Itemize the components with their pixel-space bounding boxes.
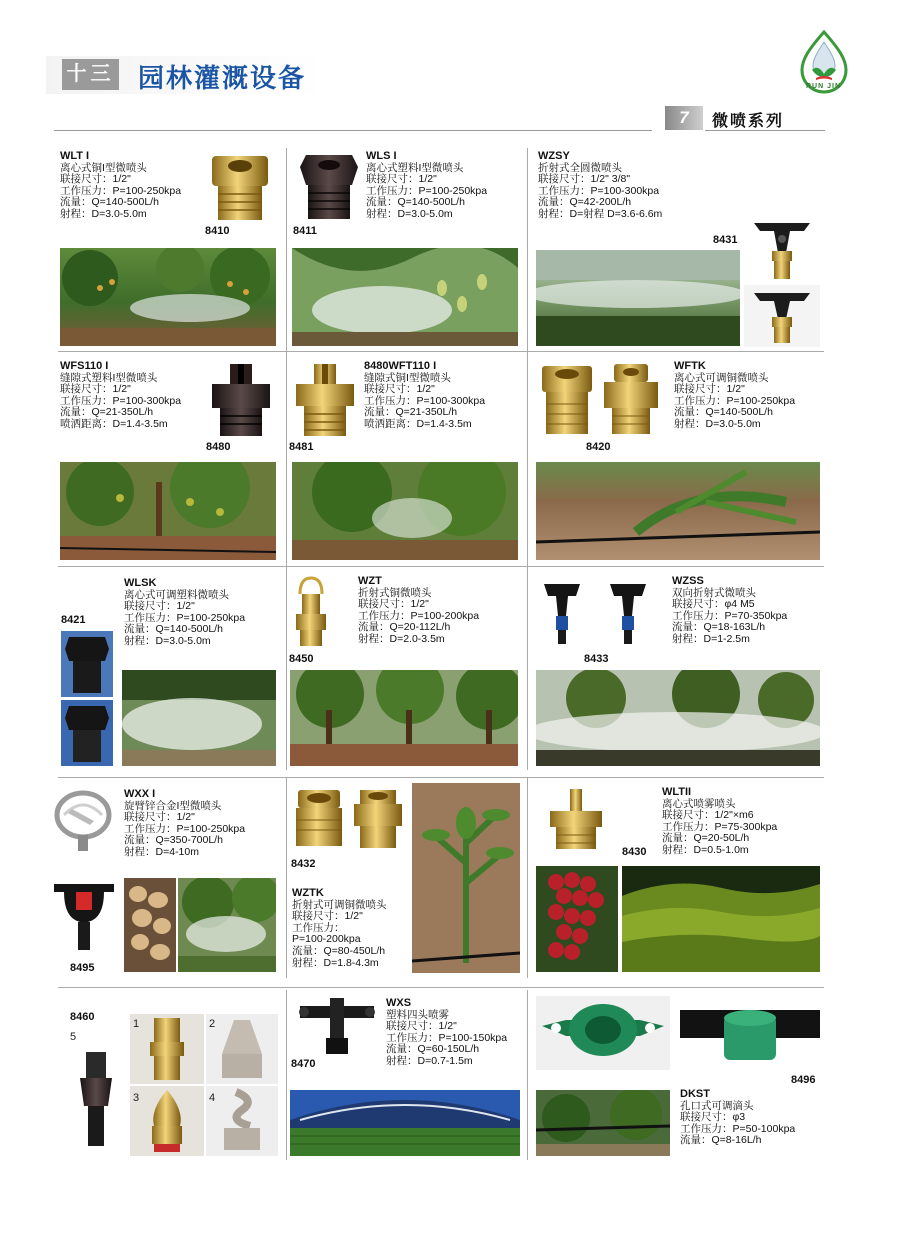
- product-photo-slot-nozzle-plastic: [206, 362, 276, 438]
- chapter-title: 园林灌溉设备: [138, 63, 307, 93]
- product-spec-wxx1: WXX I 旋臂锌合金I型微喷头 联接尺寸：1/2" 工作压力：P=100-250kpa 流量：Q=350-700L/h 射程：D=4-10m: [124, 788, 246, 858]
- field-photo-leaf-mist: [292, 462, 518, 560]
- product-photo-mist-brass: [538, 787, 614, 853]
- product-spec-wzt: WZT 折射式铜微喷头 联接尺寸：1/2" 工作压力：P=100-200kpa 流量：Q=20-112L/h 射程：D=2.0-3.5m: [358, 575, 480, 645]
- field-photo-greenhouse: [290, 1090, 520, 1156]
- chapter-number: 十三: [62, 59, 119, 90]
- product-photo-variant-4: [206, 1086, 278, 1156]
- product-spec-wlsk: WLSK 离心式可调塑料微喷头 联接尺寸：1/2" 工作压力：P=100-250kpa 流量：Q=140-500L/h 射程：D=3.0-5.0m: [124, 577, 246, 647]
- product-code: 8480: [206, 441, 231, 453]
- product-spec-8480wft110: 8480WFT110 I 缝隙式铜I型微喷头 联接尺寸：1/2" 工作压力：P=100-300kpa 流量：Q=21-350L/h 喷洒距离：D=1.4-3.5m: [364, 360, 486, 430]
- section-title: 微喷系列: [712, 113, 785, 130]
- product-code: 8450: [289, 653, 314, 665]
- header-rule: [54, 130, 652, 131]
- product-photo-variant-2: [206, 1014, 278, 1084]
- field-photo-hedge: [622, 866, 820, 972]
- product-photo-four-head-mist: [296, 996, 378, 1056]
- product-code: 8496: [791, 1074, 816, 1086]
- product-code: 8411: [293, 225, 317, 237]
- variant-number: 5: [70, 1031, 77, 1043]
- field-photo-grapes: [536, 866, 618, 972]
- product-spec-dkst: DKST 孔口式可调滴头 联接尺寸：φ3 工作压力：P=50-100kpa 流量：Q=8-16L/h: [680, 1088, 796, 1147]
- variant-number: 1: [133, 1018, 140, 1030]
- variant-number: 4: [209, 1092, 216, 1104]
- product-spec-wztk: WZTK 折射式可调铜微喷头 联接尺寸：1/2" 工作压力： P=100-200kpa 流量：Q=80-450L/h 射程：D=1.8-4.3m: [292, 887, 387, 969]
- product-spec-wftk: WFTK 离心式可调铜微喷头 联接尺寸：1/2" 工作压力：P=100-250kpa 流量：Q=140-500L/h 射程：D=3.0-5.0m: [674, 360, 796, 430]
- section-number: 7: [665, 106, 703, 130]
- field-photo-sapling-drip: [412, 783, 520, 973]
- product-photo-slot-nozzle-brass: [292, 362, 358, 438]
- product-photo-adjustable-plastic: [61, 631, 113, 697]
- product-spec-wls1: WLS I 离心式塑料I型微喷头 联接尺寸：1/2" 工作压力：P=100-250kpa 流量：Q=140-500L/h 射程：D=3.0-5.0m: [366, 150, 488, 220]
- product-code: 8460: [70, 1011, 95, 1023]
- field-photo-vine-drip: [536, 1090, 670, 1156]
- product-code: 8433: [584, 653, 609, 665]
- product-photo-adjustable-refraction-brass: [350, 786, 406, 850]
- column-divider: [527, 148, 528, 770]
- column-divider: [527, 990, 528, 1160]
- product-code: 8420: [586, 441, 611, 453]
- column-divider: [527, 778, 528, 978]
- product-code: 8430: [622, 846, 647, 858]
- field-photo-orchard-rows: [290, 670, 518, 766]
- product-photo-dual-refraction: [536, 576, 658, 648]
- column-divider: [286, 990, 287, 1160]
- product-photo-refraction-nozzle: [744, 285, 820, 347]
- product-photo-drip-on-pipe: [680, 996, 820, 1068]
- product-code: 8421: [61, 614, 86, 626]
- product-code: 8495: [70, 962, 95, 974]
- product-photo-adjustable-plastic: [61, 700, 113, 766]
- product-spec-wzsy: WZSY 折射式全圆微喷头 联接尺寸：1/2" 3/8" 工作压力：P=100-300kpa 流量：Q=42-200L/h 射程：D=射程 D=3.6-6.6m: [538, 150, 663, 220]
- field-photo-nursery-spray: [536, 250, 740, 346]
- column-divider: [286, 148, 287, 770]
- product-photo-drip-emitter: [536, 996, 670, 1070]
- field-photo-mist-grove: [536, 670, 820, 766]
- row-divider: [58, 351, 824, 352]
- row-divider: [58, 987, 824, 988]
- product-spec-wxs: WXS 塑料四头喷雾 联接尺寸：1/2" 工作压力：P=100-150kpa 流量：Q=60-150L/h 射程：D=0.7-1.5m: [386, 997, 508, 1067]
- field-photo-potatoes: [124, 878, 176, 972]
- section-rule: [705, 130, 825, 131]
- product-code: 8470: [291, 1058, 316, 1070]
- field-photo-seedling-drip: [536, 462, 820, 560]
- product-photo-mist-nozzle-black: [70, 1048, 122, 1152]
- product-spec-wlt1: WLT I 离心式铜I型微喷头 联接尺寸：1/2" 工作压力：P=100-250kpa 流量：Q=140-500L/h 射程：D=3.0-5.0m: [60, 150, 182, 220]
- variant-number: 3: [133, 1092, 140, 1104]
- column-divider: [286, 778, 287, 978]
- product-photo-adjustable-refraction-brass: [290, 786, 348, 850]
- product-photo-plastic-nozzle: [296, 151, 362, 223]
- product-spec-wlt2: WLTII 离心式喷雾喷头 联接尺寸：1/2"×m6 工作压力：P=75-300kpa 流量：Q=20-50L/h 射程：D=0.5-1.0m: [662, 786, 778, 856]
- product-code: 8431: [713, 234, 738, 246]
- field-photo-orchard-spray: [60, 248, 276, 346]
- variant-number: 2: [209, 1018, 216, 1030]
- product-code: 8481: [289, 441, 314, 453]
- product-photo-adjustable-brass: [600, 360, 662, 438]
- product-code: 8432: [291, 858, 316, 870]
- product-code: 8410: [205, 225, 230, 237]
- product-spec-wzss: WZSS 双向折射式微喷头 联接尺寸：φ4 M5 工作压力：P=70-350kpa 流量：Q=18-163L/h 射程：D=1-2.5m: [672, 575, 788, 645]
- field-photo-mango-spray: [292, 248, 518, 346]
- field-photo-sprinkler-field: [178, 878, 276, 972]
- product-photo-brass-nozzle: [206, 152, 274, 224]
- product-photo-refraction-brass: [290, 576, 332, 648]
- field-photo-forest-spray: [122, 670, 276, 766]
- brand-logo: [798, 30, 850, 96]
- product-photo-variant-1: [130, 1014, 204, 1084]
- product-photo-adjustable-brass: [536, 360, 598, 438]
- product-photo-refraction-nozzle: [744, 213, 820, 283]
- field-photo-citrus-drip: [60, 462, 276, 560]
- product-photo-rotary-red: [48, 874, 120, 954]
- product-spec-wfs110: WFS110 I 缝隙式塑料I型微喷头 联接尺寸：1/2" 工作压力：P=100-300kpa 流量：Q=21-350L/h 喷洒距离：D=1.4-3.5m: [60, 360, 182, 430]
- product-photo-variant-3: [130, 1086, 204, 1156]
- row-divider: [58, 777, 824, 778]
- logo-text: RUN JIN: [806, 83, 842, 90]
- row-divider: [58, 566, 824, 567]
- product-photo-rotary-arm: [50, 785, 116, 857]
